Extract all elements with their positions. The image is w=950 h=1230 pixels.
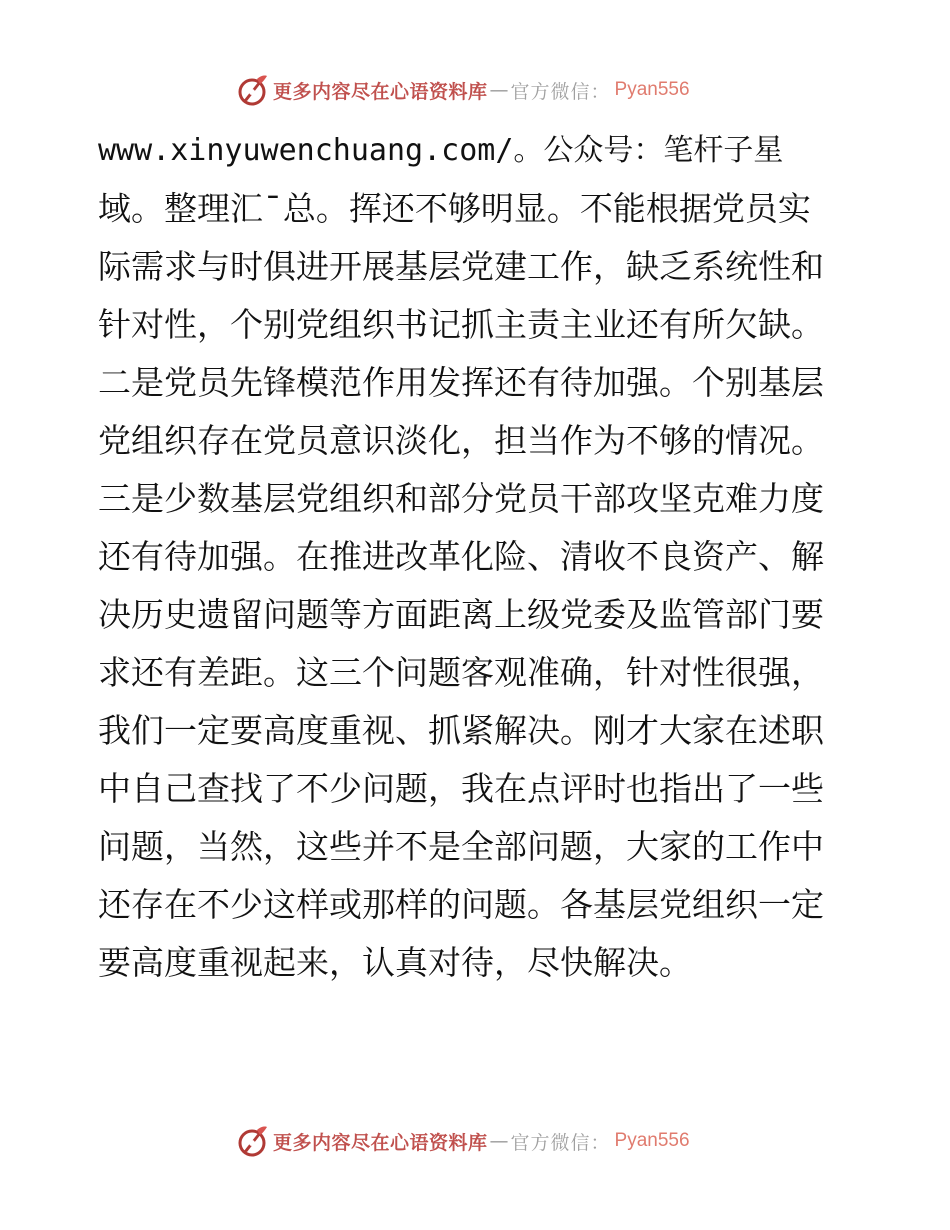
header-wechat-id: Pyan556 <box>614 79 690 100</box>
footer-wechat-id: Pyan556 <box>614 1130 690 1151</box>
quill-pen-logo-icon <box>235 1124 269 1158</box>
text-line: 求还有差距。这三个问题客观准确，针对性很强， <box>98 653 824 692</box>
footer-wechat-label: 官方微信： <box>510 1131 611 1154</box>
header-separator: — <box>489 79 509 101</box>
document-body <box>98 122 858 992</box>
text-line: 我们一定要高度重视、抓紧解决。刚才大家在述职 <box>98 711 824 750</box>
footer-banner <box>235 1124 690 1158</box>
text-line: 还存在不少这样或那样的问题。各基层党组织一定 <box>98 885 824 924</box>
text-line: 中自己查找了不少问题，我在点评时也指出了一些 <box>98 769 824 808</box>
text-line: 域。整理汇¯总。挥还不够明显。不能根据党员实 <box>98 189 811 228</box>
footer-separator: — <box>489 1130 509 1152</box>
text-line: 二是党员先锋模范作用发挥还有待加强。个别基层 <box>98 363 824 402</box>
quill-pen-logo-icon <box>235 73 269 107</box>
header-slogan: 更多内容尽在心语资料库 <box>273 80 488 103</box>
header-wechat-label: 官方微信： <box>510 80 611 103</box>
text-line: 际需求与时俱进开展基层党建工作，缺乏系统性和 <box>98 247 824 286</box>
text-line: 问题，当然，这些并不是全部问题，大家的工作中 <box>98 827 824 866</box>
text-line: 党组织存在党员意识淡化，担当作为不够的情况。 <box>98 421 824 460</box>
footer-slogan: 更多内容尽在心语资料库 <box>273 1131 488 1154</box>
text-line: 要高度重视起来，认真对待，尽快解决。 <box>98 943 692 982</box>
header-banner <box>235 73 690 107</box>
text-line: 还有待加强。在推进改革化险、清收不良资产、解 <box>98 537 824 576</box>
text-line: www.xinyuwenchuang.com/。公众号：笔杆子星 <box>98 133 784 168</box>
text-line: 三是少数基层党组织和部分党员干部攻坚克难力度 <box>98 479 824 518</box>
text-line: 决历史遗留问题等方面距离上级党委及监管部门要 <box>98 595 824 634</box>
text-line: 针对性，个别党组织书记抓主责主业还有所欠缺。 <box>98 305 824 344</box>
